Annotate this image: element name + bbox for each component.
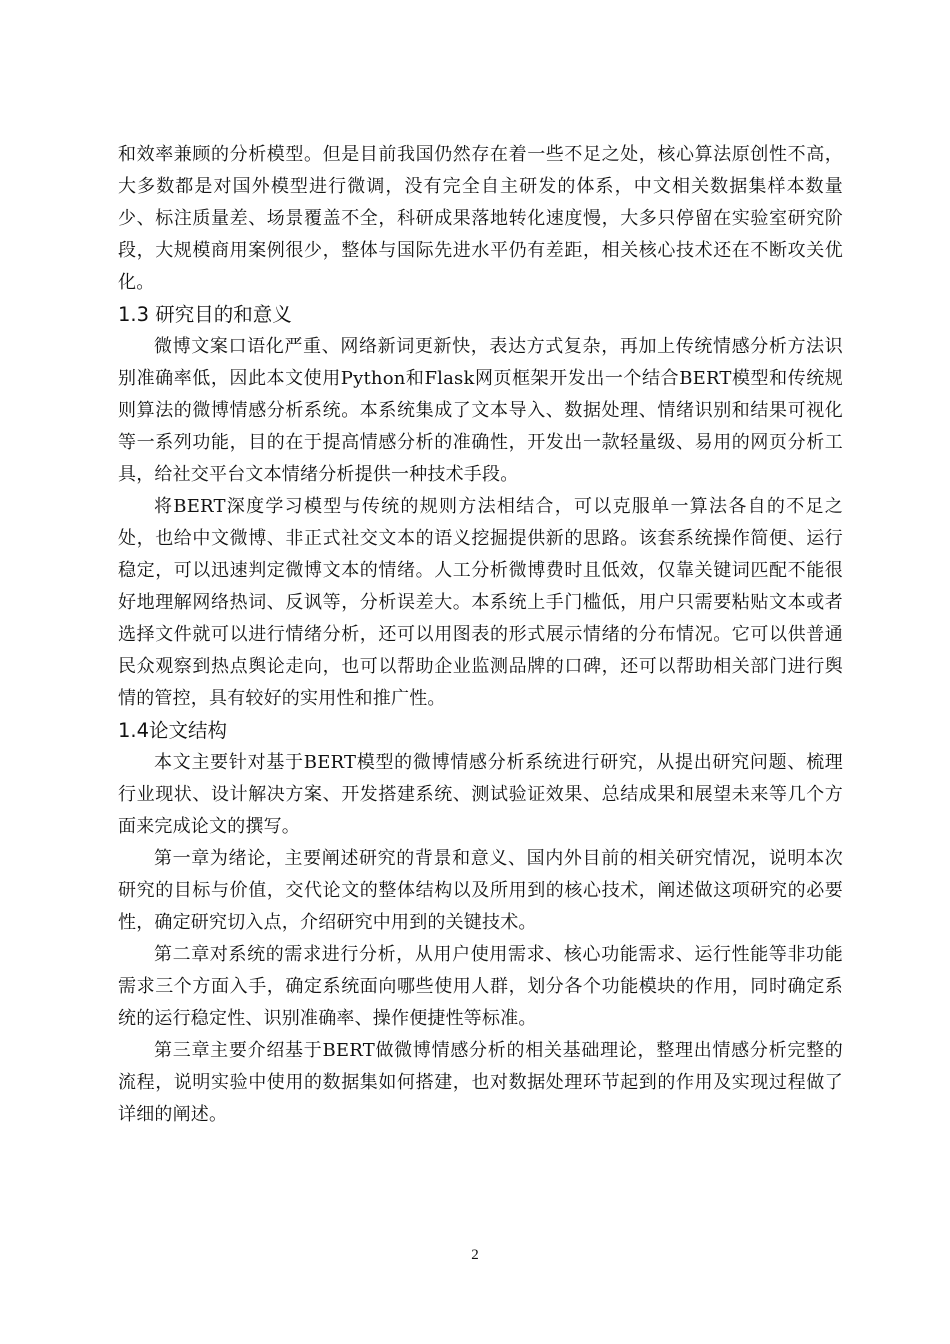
paragraph: 本文主要针对基于BERT模型的微博情感分析系统进行研究，从提出研究问题、梳理行业现状、设计解决方案、开发搭建系统、测试验证效果、总结成果和展望未来等几个方面来完成论文的撰写。 (118, 752, 843, 837)
section-heading-1-3: 1.3 研究目的和意义 (118, 303, 292, 326)
paragraph: 第一章为绪论，主要阐述研究的背景和意义、国内外目前的相关研究情况，说明本次研究的目标与价值，交代论文的整体结构以及所用到的核心技术，阐述做这项研究的必要性，确定研究切入点，介绍研究中用到的关键技术。 (118, 848, 843, 933)
intro-paragraph: 和效率兼顾的分析模型。但是目前我国仍然存在着一些不足之处，核心算法原创性不高，大多数都是对国外模型进行微调，没有完全自主研发的体系，中文相关数据集样本数量少、标注质量差、场景覆盖不全，科研成果落地转化速度慢，大多只停留在实验室研究阶段，大规模商用案例很少，整体与国际先进水平仍有差距，相关核心技术还在不断攻关优化。 (118, 144, 843, 293)
page-body (118, 139, 843, 1131)
paragraph: 将BERT深度学习模型与传统的规则方法相结合，可以克服单一算法各自的不足之处，也给中文微博、非正式社交文本的语义挖掘提供新的思路。该套系统操作简便、运行稳定，可以迅速判定微博文本的情绪。人工分析微博费时且低效，仅靠关键词匹配不能很好地理解网络热词、反讽等，分析误差大。本系统上手门槛低，用户只需要粘贴文本或者选择文件就可以进行情绪分析，还可以用图表的形式展示情绪的分布情况。它可以供普通民众观察到热点舆论走向，也可以帮助企业监测品牌的口碑，还可以帮助相关部门进行舆情的管控，具有较好的实用性和推广性。 (118, 496, 843, 709)
paragraph: 微博文案口语化严重、网络新词更新快，表达方式复杂，再加上传统情感分析方法识别准确率低，因此本文使用Python和Flask网页框架开发出一个结合BERT模型和传统规则算法的微博情感分析系统。本系统集成了文本导入、数据处理、情绪识别和结果可视化等一系列功能，目的在于提高情感分析的准确性，开发出一款轻量级、易用的网页分析工具，给社交平台文本情绪分析提供一种技术手段。 (118, 336, 843, 485)
page-number: 2 (471, 1247, 479, 1263)
paragraph: 第三章主要介绍基于BERT做微博情感分析的相关基础理论，整理出情感分析完整的流程，说明实验中使用的数据集如何搭建，也对数据处理环节起到的作用及实现过程做了详细的阐述。 (118, 1040, 843, 1125)
paragraph: 第二章对系统的需求进行分析，从用户使用需求、核心功能需求、运行性能等非功能需求三个方面入手，确定系统面向哪些使用人群，划分各个功能模块的作用，同时确定系统的运行稳定性、识别准确率、操作便捷性等标准。 (118, 944, 843, 1029)
section-heading-1-4: 1.4论文结构 (118, 719, 228, 742)
